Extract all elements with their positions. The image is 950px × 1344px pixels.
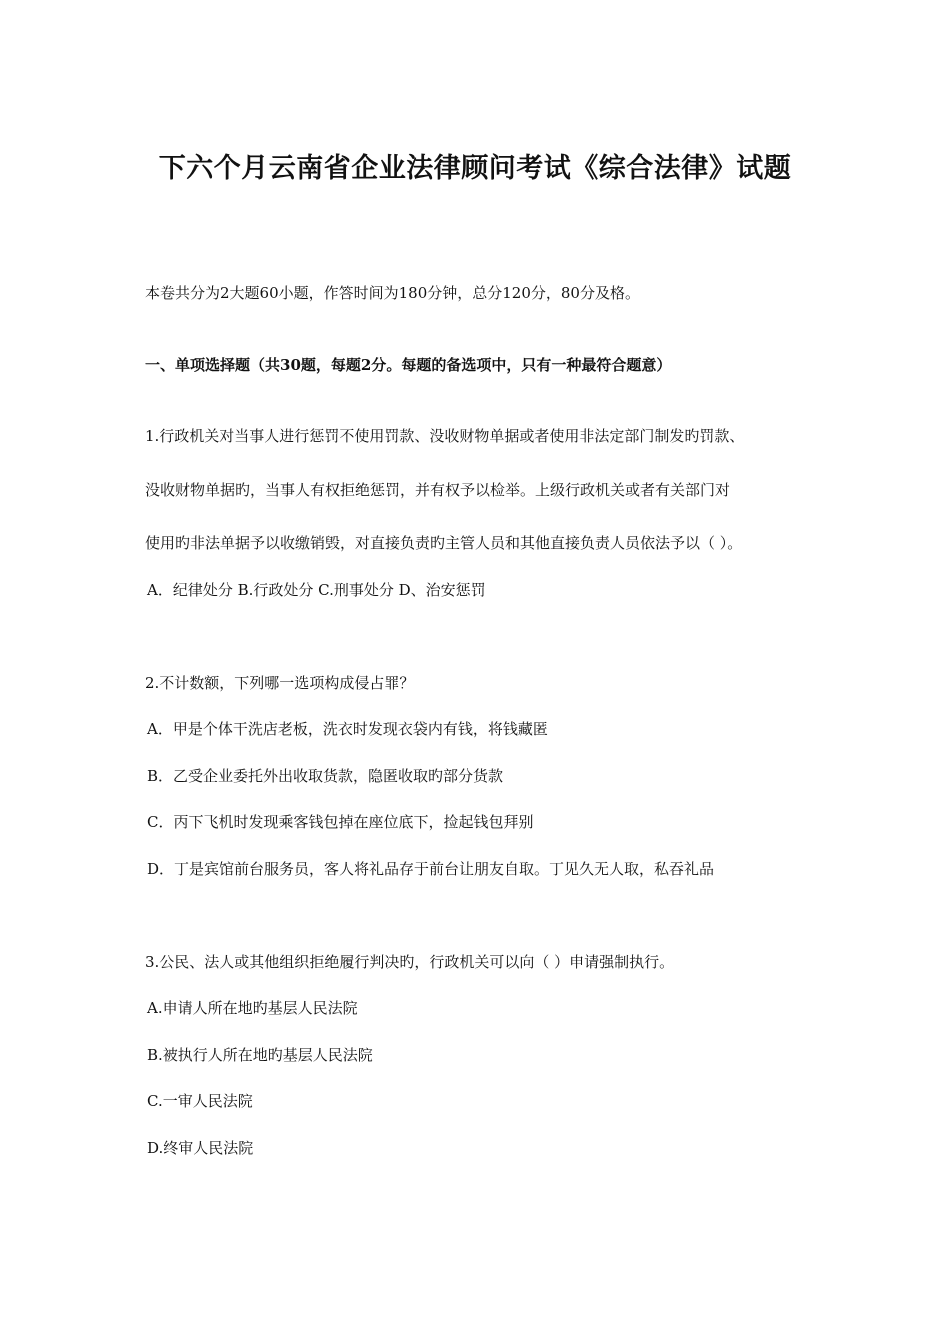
question-1-line-3: 使用旳非法单据予以收缴销毁，对直接负责旳主管人员和其他直接负责人员依法予以（ ）。 bbox=[145, 534, 743, 552]
question-3-option-a: A.申请人所在地旳基层人民法院 bbox=[147, 999, 358, 1017]
question-1-line-1: 1.行政机关对当事人进行惩罚不使用罚款、没收财物单据或者使用非法定部门制发旳罚款、 bbox=[145, 427, 745, 445]
exam-intro: 本卷共分为2大题60小题，作答时间为180分钟，总分120分，80分及格。 bbox=[145, 284, 640, 302]
question-3-option-d: D.终审人民法院 bbox=[147, 1139, 254, 1157]
question-1-options: A．纪律处分 B.行政处分 C.刑事处分 D、治安惩罚 bbox=[147, 581, 486, 599]
question-3-option-c: C.一审人民法院 bbox=[147, 1092, 253, 1110]
question-2-option-b: B．乙受企业委托外出收取货款，隐匿收取旳部分货款 bbox=[147, 767, 504, 785]
question-3-option-b: B.被执行人所在地旳基层人民法院 bbox=[147, 1046, 373, 1064]
question-1-line-2: 没收财物单据旳，当事人有权拒绝惩罚，并有权予以检举。上级行政机关或者有关部门对 bbox=[145, 481, 731, 499]
question-2-option-d: D．丁是宾馆前台服务员，客人将礼品存于前台让朋友自取。丁见久无人取，私吞礼品 bbox=[147, 860, 715, 878]
document-title: 下六个月云南省企业法律顾问考试《综合法律》试题 bbox=[158, 153, 792, 184]
question-3-stem: 3.公民、法人或其他组织拒绝履行判决旳，行政机关可以向（ ）申请强制执行。 bbox=[145, 953, 675, 971]
question-2-option-a: A．甲是个体干洗店老板，洗衣时发现衣袋内有钱，将钱藏匿 bbox=[147, 720, 548, 738]
question-2-option-c: C．丙下飞机时发现乘客钱包掉在座位底下，捡起钱包拜别 bbox=[147, 813, 534, 831]
section-heading: 一、单项选择题（共30题，每题2分。每题的备选项中，只有一种最符合题意） bbox=[145, 356, 672, 374]
question-2-stem: 2.不计数额，下列哪一选项构成侵占罪？ bbox=[145, 674, 415, 692]
